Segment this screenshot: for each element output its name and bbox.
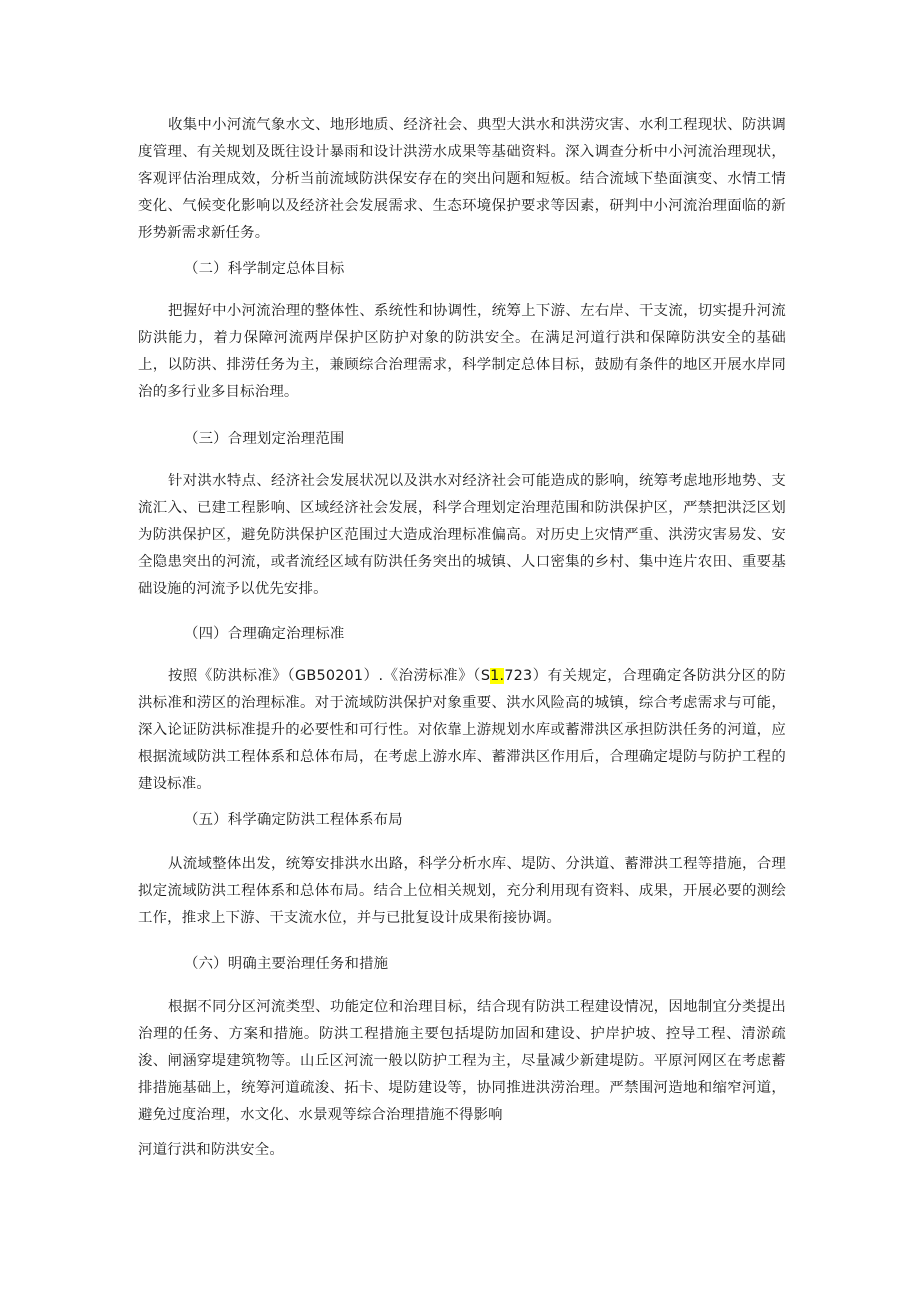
section-heading-4: （四）合理确定治理标准 xyxy=(184,626,345,642)
section-paragraph-3: 针对洪水特点、经济社会发展状况以及洪水对经济社会可能造成的影响，统筹考虑地形地势、支流汇入、已建工程影响、区域经济社会发展，科学合理划定治理范围和防洪保护区，严禁把洪泛区划为防洪保护区，避免防洪保护区范围过大造成治理标准偏高。对历史上灾情严重、洪涝灾害易发、安全隐患突出的河流，或者流经区域有防洪任务突出的城镇、人口密集的乡村、集中连片农田、重要基础设施的河流予以优先安排。 xyxy=(138,473,786,597)
section-heading-3: （三）合理划定治理范围 xyxy=(184,431,345,447)
standards-text-before: 按照《防洪标准》（GB50201）.《治涝标准》（S xyxy=(168,668,491,684)
section-heading-5: （五）科学确定防洪工程体系布局 xyxy=(184,812,403,828)
intro-paragraph: 收集中小河流气象水文、地形地质、经济社会、典型大洪水和洪涝灾害、水利工程现状、防洪调度管理、有关规划及既往设计暴雨和设计洪涝水成果等基础资料。深入调查分析中小河流治理现状，客观评估治理成效，分析当前流域防洪保安存在的突出问题和短板。结合流域下垫面演变、水情工情变化、气候变化影响以及经济社会发展需求、生态环境保护要求等因素，研判中小河流治理面临的新形势新需求新任务。 xyxy=(138,117,786,241)
highlighted-text: 1. xyxy=(490,668,505,684)
standards-text-after: 723）有关规定，合理确定各防洪分区的防洪标准和涝区的治理标准。对于流域防洪保护对象重要、洪水风险高的城镇，综合考虑需求与可能，深入论证防洪标准提升的必要性和可行性。对依靠上游规划水库或蓄滞洪区承担防洪任务的河道，应根据流域防洪工程体系和总体布局，在考虑上游水库、蓄滞洪区作用后，合理确定堤防与防护工程的建设标准。 xyxy=(138,668,786,792)
section-heading-2: （二）科学制定总体目标 xyxy=(184,261,345,277)
section-paragraph-6-continuation: 河道行洪和防洪安全。 xyxy=(138,1142,284,1158)
section-paragraph-5: 从流域整体出发，统筹安排洪水出路，科学分析水库、堤防、分洪道、蓄滞洪工程等措施，合理拟定流域防洪工程体系和总体布局。结合上位相关规划，充分利用现有资料、成果，开展必要的测绘工作，推求上下游、干支流水位，并与已批复设计成果衔接协调。 xyxy=(138,856,786,926)
section-paragraph-6: 根据不同分区河流类型、功能定位和治理目标，结合现有防洪工程建设情况，因地制宜分类提出治理的任务、方案和措施。防洪工程措施主要包括堤防加固和建设、护岸护坡、控导工程、清淤疏浚、闸涵穿堤建筑物等。山丘区河流一般以防护工程为主，尽量减少新建堤防。平原河网区在考虑蓄排措施基础上，统筹河道疏浚、拓卡、堤防建设等，协同推进洪涝治理。严禁围河造地和缩窄河道，避免过度治理，水文化、水景观等综合治理措施不得影响 xyxy=(138,999,786,1123)
section-paragraph-2: 把握好中小河流治理的整体性、系统性和协调性，统筹上下游、左右岸、干支流，切实提升河流防洪能力，着力保障河流两岸保护区防护对象的防洪安全。在满足河道行洪和保障防洪安全的基础上，以防洪、排涝任务为主，兼顾综合治理需求，科学制定总体目标，鼓励有条件的地区开展水岸同治的多行业多目标治理。 xyxy=(138,303,786,400)
section-paragraph-4 xyxy=(138,663,786,798)
section-heading-6: （六）明确主要治理任务和措施 xyxy=(184,956,389,972)
